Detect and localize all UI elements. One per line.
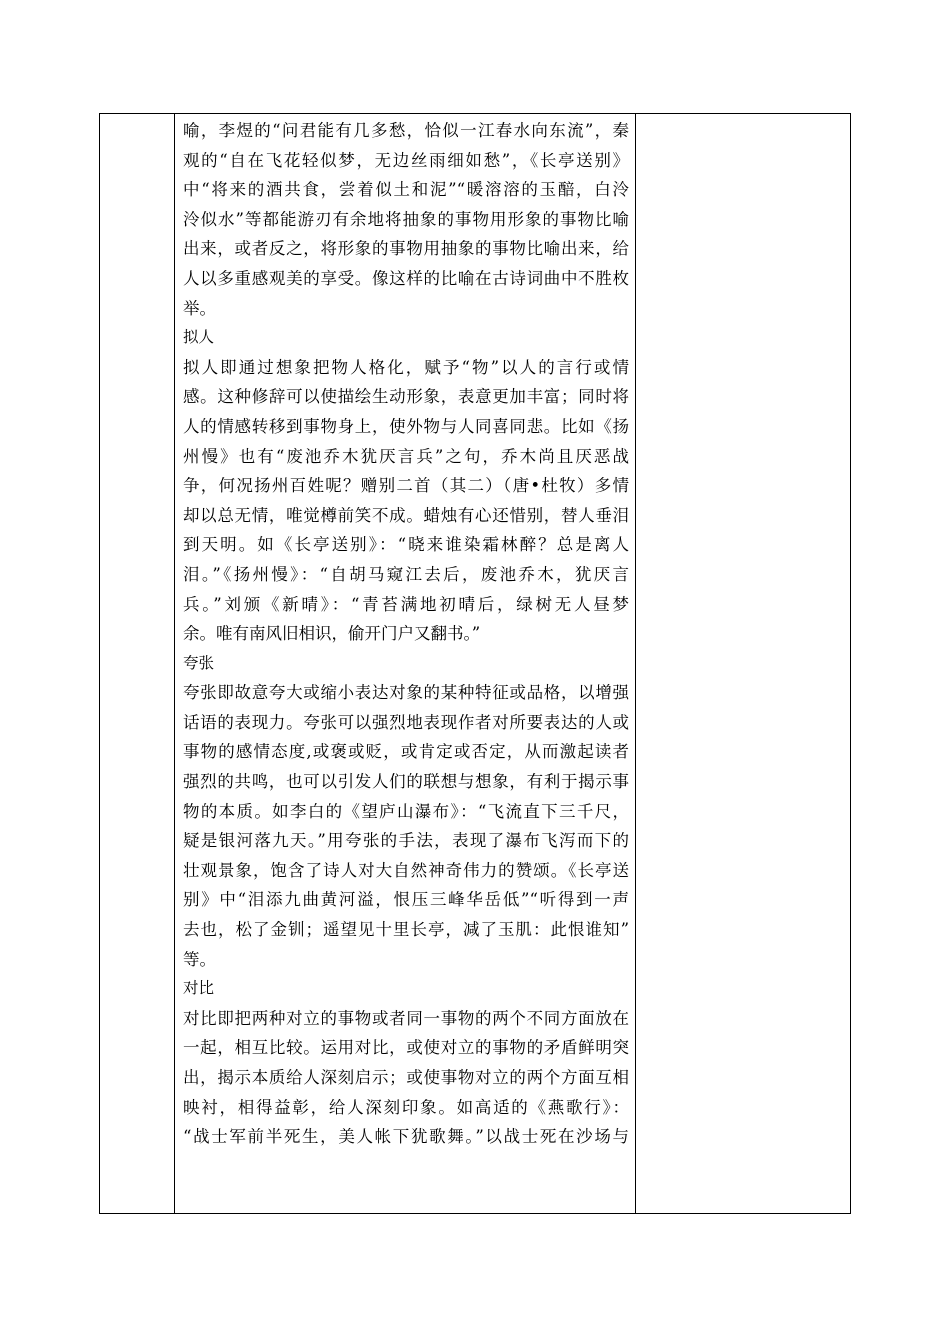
text-line: 却以总无情，唯觉樽前笑不成。蜡烛有心还惜别，替人垂泪: [183, 505, 629, 525]
text-line: 泠似水”等都能游刃有余地将抽象的事物用形象的事物比喻: [183, 209, 629, 229]
text-line: 一起，相互比较。运用对比，或使对立的事物的矛盾鲜明突: [183, 1038, 629, 1058]
text-line: 举。: [183, 298, 216, 318]
text-line: 夸张即故意夸大或缩小表达对象的某种特征或品格，以增强: [183, 683, 629, 703]
text-line: 强烈的共鸣，也可以引发人们的联想与想象，有利于揭示事: [183, 772, 629, 792]
text-line: 等。: [183, 949, 216, 969]
text-line: 观的“自在飞花轻似梦，无边丝雨细如愁”，《长亭送别》: [183, 150, 629, 170]
text-line: 壮观景象，饱含了诗人对大自然神奇伟力的赞颂。《长亭送: [183, 860, 629, 880]
table-column-divider: [635, 114, 636, 1213]
text-line: 出，揭示本质给人深刻启示；或使事物对立的两个方面互相: [183, 1068, 629, 1087]
text-line: 州慢》也有“废池乔木犹厌言兵”之句，乔木尚且厌恶战: [183, 446, 629, 466]
text-line: 感。这种修辞可以使描绘生动形象，表意更加丰富；同时将: [183, 387, 629, 407]
text-line: 人的情感转移到事物身上，使外物与人同喜同悲。比如《扬: [183, 416, 629, 436]
section-heading: 对比: [183, 979, 215, 998]
text-line: 去也，松了金钏；遥望见十里长亭，减了玉肌：此恨谁知”: [183, 920, 629, 940]
text-line: 喻，李煜的“问君能有几多愁，恰似一江春水向东流”，秦: [183, 121, 629, 140]
table-column-divider: [174, 114, 175, 1213]
text-line: 疑是银河落九天。”用夸张的手法，表现了瀑布飞泻而下的: [183, 831, 629, 851]
text-line: 兵。”刘颁《新晴》：“青苔满地初晴后，绿树无人昼梦: [183, 594, 629, 614]
text-line: 争，何况扬州百姓呢？赠别二首（其二）（唐•杜牧）多情: [183, 476, 629, 496]
section-heading: 拟人: [183, 328, 215, 347]
document-table: [99, 113, 851, 1214]
text-line: 事物的感情态度,或褒或贬，或肯定或否定，从而激起读者: [183, 742, 629, 762]
text-line: 人以多重感观美的享受。像这样的比喻在古诗词曲中不胜枚: [183, 268, 629, 288]
text-line: 中“将来的酒共食，尝着似土和泥”“暖溶溶的玉醅，白泠: [183, 180, 629, 200]
text-line: 泪。”《扬州慢》：“自胡马窥江去后，废池乔木，犹厌言: [183, 564, 629, 584]
text-line: 余。唯有南风旧相识，偷开门户又翻书。”: [183, 624, 481, 644]
text-line: 拟人即通过想象把物人格化，赋予“物”以人的言行或情: [183, 357, 629, 377]
text-line: 映衬，相得益彰，给人深刻印象。如高适的《燕歌行》：: [183, 1097, 629, 1117]
section-heading: 夸张: [183, 653, 215, 672]
text-line: 别》中“泪添九曲黄河溢，恨压三峰华岳低”“听得到一声: [183, 890, 629, 910]
content-cell: [183, 116, 629, 1152]
text-line: 出来，或者反之，将形象的事物用抽象的事物比喻出来，给: [183, 239, 629, 259]
text-line: “战士军前半死生，美人帐下犹歌舞。”以战士死在沙场与: [183, 1127, 629, 1147]
text-line: 到天明。如《长亭送别》：“晓来谁染霜林醉？总是离人: [183, 535, 629, 555]
text-line: 对比即把两种对立的事物或者同一事物的两个不同方面放在: [183, 1008, 629, 1028]
text-line: 话语的表现力。夸张可以强烈地表现作者对所要表达的人或: [183, 712, 629, 732]
text-line: 物的本质。如李白的《望庐山瀑布》：“飞流直下三千尺，: [183, 801, 629, 821]
